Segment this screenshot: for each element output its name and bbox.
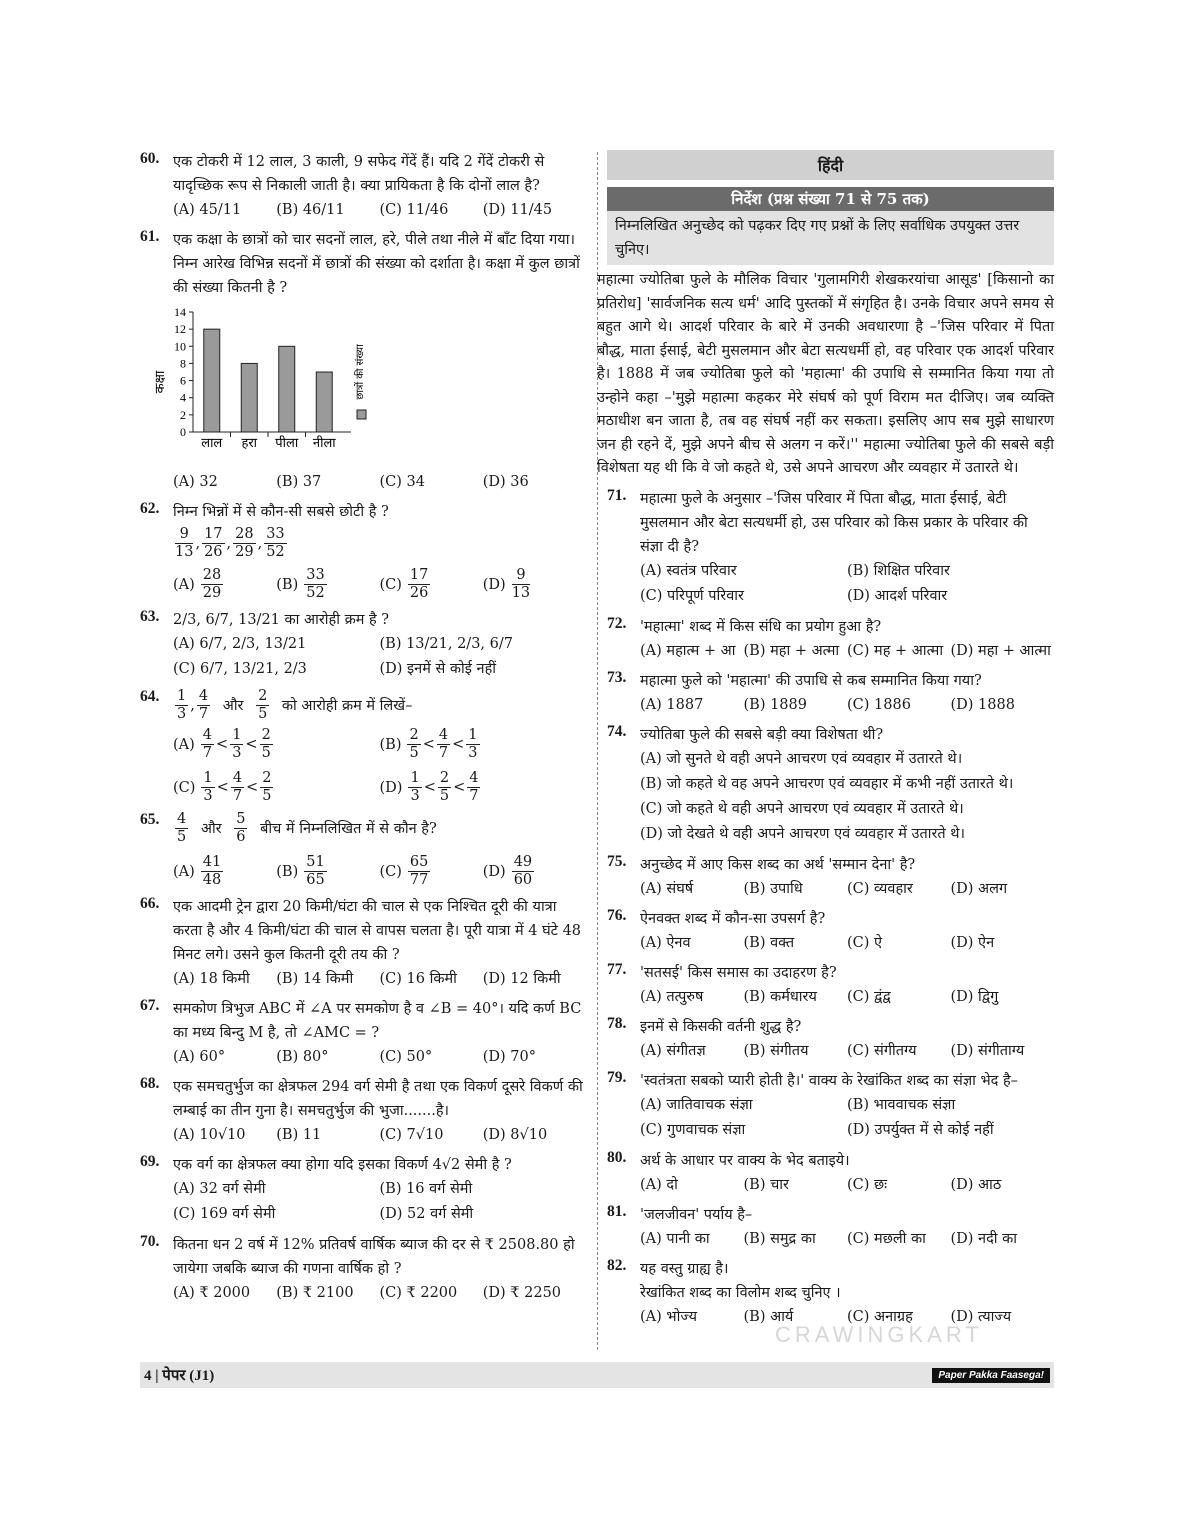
option-d[interactable]: (D) आदर्श परिवार [847, 587, 948, 604]
hindi-questions [607, 487, 1054, 1329]
options [173, 470, 586, 494]
option-c[interactable]: (C) 34 [379, 474, 425, 490]
option-a[interactable]: (A) 10√10 [173, 1127, 246, 1143]
question-text: एक टोकरी में 12 लाल, 3 काली, 9 सफेद गेंदें हैं। यदि 2 गेंदें टोकरी से यादृच्छिक रूप से निकाली जाती है। क्या प्रायिकता है कि दोनों लाल है? [173, 154, 545, 194]
question-79 [607, 1069, 1054, 1143]
option-a[interactable]: (A) 1887 [640, 696, 704, 713]
option-a[interactable]: (A) ₹ 2000 [173, 1285, 251, 1301]
option-d[interactable]: (D) नदी का [950, 1230, 1018, 1247]
option-d[interactable]: (D) 70° [482, 1049, 536, 1065]
options [173, 198, 586, 222]
option-a[interactable]: (A) 45/11 [173, 202, 242, 218]
question-number: 77. [607, 960, 627, 978]
directions-heading: निर्देश (प्रश्न संख्या 71 से 75 तक) [607, 187, 1054, 211]
options [173, 727, 586, 805]
question-text: $\frac{1}{3}$ , $\frac{4}{7}$ और $\frac{2}{5}$ को आरोही क्रम में लिखें– [177, 688, 413, 722]
question-71 [607, 487, 1054, 609]
options [640, 639, 1054, 663]
option-d[interactable]: (D) जो देखते थे वही अपने आचरण एवं व्यवहार में उतारते थे। [640, 825, 966, 842]
options [173, 1123, 586, 1147]
question-text: ऐनवक्त शब्द में कौन-सा उपसर्ग है? [640, 910, 826, 927]
directions-text: निम्नलिखित अनुच्छेद को पढ़कर दिए गए प्रश्नों के लिए सर्वाधिक उपयुक्त उत्तर चुनिए। [607, 211, 1054, 265]
y-tick-label: 0 [180, 425, 186, 439]
question-number: 68. [140, 1075, 160, 1092]
option-d[interactable] [483, 567, 586, 602]
question-number: 81. [607, 1202, 627, 1220]
question-text: निम्न भिन्नों में से कौन-सी सबसे छोटी है ? [173, 504, 389, 520]
option-c[interactable] [380, 567, 483, 602]
option-a[interactable]: (A) जो सुनते थे वही अपने आचरण एवं व्यवहार में उतारते थे। [640, 750, 963, 767]
option-b[interactable] [276, 854, 379, 889]
question-text: अनुच्छेद में आए किस शब्द का अर्थ 'सम्मान देना' है? [640, 856, 916, 873]
question-tail: को आरोही क्रम में लिखें– [281, 697, 413, 714]
question-text: 'महात्मा' शब्द में किस संधि का प्रयोग हुआ है? [640, 618, 882, 635]
question-text: महात्मा फुले को 'महात्मा' की उपाधि से कब सम्मानित किया गया? [640, 672, 982, 689]
denominator: 48 [202, 872, 222, 888]
option-d[interactable]: (D) 52 वर्ग सेमी [379, 1206, 474, 1222]
option-b[interactable]: (B) शिक्षित परिवार [847, 562, 950, 579]
denominator: 13 [511, 585, 531, 601]
numerator: 9 [512, 567, 530, 585]
question-number: 63. [140, 608, 160, 625]
option-a[interactable]: (A) 6/7, 2/3, 13/21 [173, 636, 307, 652]
option-d[interactable]: (D) 36 [482, 474, 529, 490]
option-a[interactable]: (A) ऐनव [640, 934, 691, 951]
option-label: (B) [276, 576, 299, 593]
denominator: 52 [266, 544, 285, 560]
option-a[interactable]: (A) दो [640, 1176, 678, 1193]
y-tick-label: 6 [180, 373, 186, 388]
question-text: महात्मा फुले के अनुसार –'जिस परिवार में पिता बौद्ध, माता ईसाई, बेटी मुसलमान और बेटा सत्यधर्मी हो, उस परिवार को किस प्रकार के परिवार की संज्ञा दी है? [640, 490, 1028, 555]
question-number: 75. [607, 852, 627, 870]
option-b[interactable]: (B) भाववाचक संज्ञा [847, 1096, 956, 1113]
numerator: 41 [202, 854, 222, 870]
fraction [233, 526, 255, 561]
option-a[interactable] [173, 567, 276, 602]
numerator: 28 [202, 567, 222, 583]
numerator: 17 [409, 567, 429, 583]
y-tick-label: 14 [174, 305, 186, 319]
question-text: 'स्वतंत्रता सबको प्यारी होती है।' वाक्य के रेखांकित शब्द का संज्ञा भेद है– [640, 1072, 1018, 1089]
denominator: 52 [306, 585, 325, 601]
option-a[interactable]: (A) भोज्य [640, 1308, 698, 1325]
question-67 [140, 997, 586, 1069]
numerator: 65 [409, 854, 429, 870]
options [640, 1039, 1054, 1063]
denominator: 60 [513, 872, 533, 888]
question-82 [607, 1257, 1054, 1329]
question-number: 67. [140, 997, 160, 1014]
question-text: कितना धन 2 वर्ष में 12% प्रतिवर्ष वार्षिक ब्याज की दर से ₹ 2508.80 हो जायेगा जबकि ब्याज की गणना वार्षिक हो ? [173, 1237, 575, 1277]
denominator: 29 [235, 544, 254, 560]
numerator: 51 [306, 854, 325, 870]
question-60 [140, 150, 586, 222]
option-b[interactable]: (B) उपाधि [743, 880, 803, 897]
question-75 [607, 853, 1054, 901]
question-number: 62. [140, 500, 160, 517]
fraction [175, 526, 193, 561]
y-tick-label: 10 [174, 339, 186, 354]
option-a[interactable]: (A) जातिवाचक संज्ञा [640, 1096, 753, 1113]
bar-4 [316, 372, 332, 432]
page-number: 4 | पेपर (J1) [144, 1368, 215, 1384]
option-d[interactable]: (D) त्याज्य [950, 1308, 1012, 1325]
option-label: (D) [482, 576, 506, 593]
option-c[interactable]: (C) 169 वर्ग सेमी [173, 1206, 276, 1222]
option-d[interactable]: (D) महा + आत्मा [950, 642, 1051, 659]
option-c[interactable]: (C) परिपूर्ण परिवार [640, 587, 744, 604]
option-b[interactable]: (B) महा + अत्मा [743, 642, 840, 659]
option-label: (A) [173, 863, 195, 880]
option-b[interactable]: (B) जो कहते थे वह अपने आचरण एवं व्यवहार में कभी नहीं उतारते थे। [640, 775, 1014, 792]
options [640, 559, 1054, 609]
option-b[interactable]: (B) समुद्र का [743, 1230, 816, 1247]
section-heading: हिंदी [607, 150, 1054, 180]
option-a[interactable] [173, 854, 276, 889]
question-text: समकोण त्रिभुज ABC में ∠A पर समकोण है व ∠B = 40°। यदि कर्ण BC का मध्य बिन्दु M है, तो ∠AMC = ? [173, 1001, 582, 1041]
question-number: 76. [607, 906, 627, 924]
question-text: यह वस्तु ग्राह्य है। [640, 1260, 729, 1277]
question-66 [140, 895, 586, 991]
passage: महात्मा ज्योतिबा फुले के मौलिक विचार 'गुलामगिरी शेखकरयांचा आसूड' [किसानो का प्रतिरोध] 'सार्वजनिक सत्य धर्म' आदि पुस्तकों में संगृहित है। उनके विचार अपने समय से बहुत आगे थे। आदर्श परिवार के बारे में उनकी अवधारणा है –'जिस परिवार में पिता बौद्ध, माता ईसाई, बेटी मुसलमान और बेटा सत्यधर्मी हो, वह परिवार एक आदर्श परिवार है। 1888 में जब ज्योतिबा फुले को 'महात्मा' की उपाधि से सम्मानित किया गया तो उन्होने कहा –'मुझे महात्मा कहकर मेरे संघर्ष को पूर्ण विराम मत दीजिए। जब व्यक्ति मठाधीश बन जाता है, तब वह संघर्ष नहीं कर सकता। इसलिए आप सब मुझे साधारण जन ही रहने दें, मुझे अपने बीच से अलग न करें।'' महात्मा ज्योतिबा फुले की सबसे बड़ी विशेषता यह थी कि वे जो कहते थे, उसे अपने आचरण और व्यवहार में उतारते थे। [597, 272, 1054, 476]
x-tick-label: हरा [241, 436, 258, 451]
option-c[interactable]: (C) अनाग्रह [847, 1308, 913, 1325]
question-number: 60. [140, 150, 160, 167]
numerator: 33 [266, 526, 285, 542]
option-c[interactable]: (C) छः [847, 1176, 888, 1193]
question-number: 72. [607, 614, 627, 632]
option-a[interactable]: (A) 32 वर्ग सेमी [173, 1181, 266, 1197]
option-label: (A) [173, 736, 195, 753]
option-c[interactable]: (C) ₹ 2200 [379, 1285, 458, 1301]
option-a[interactable]: (A) 32 [173, 474, 218, 490]
option-c[interactable]: (C) मछली का [847, 1230, 926, 1247]
option-b[interactable]: (B) कर्मधारय [743, 988, 817, 1005]
option-c[interactable]: (C) गुणवाचक संज्ञा [640, 1121, 746, 1138]
y-tick-label: 12 [174, 322, 186, 337]
option-d[interactable]: (D) $\frac{1}{3}$ < $\frac{2}{5}$ < $\frac{4}{7}$ [379, 770, 479, 804]
question-text: एक कक्षा के छात्रों को चार सदनों लाल, हरे, पीले तथा नीले में बाँट दिया गया। निम्न आरेख विभिन्न सदनों में छात्रों की संख्या को दर्शाता है। कक्षा में कुल छात्रों की संख्या कितनी है ? [173, 232, 580, 296]
denominator: 26 [204, 544, 223, 560]
option-a[interactable]: (A) 18 किमी [173, 971, 250, 987]
options [640, 747, 1054, 847]
option-c[interactable]: (C) ऐ [847, 934, 883, 951]
option-d[interactable]: (D) ऐन [950, 934, 995, 951]
option-label: (B) [276, 863, 299, 880]
fraction-list: $\frac{9}{13}$ , $\frac{17}{26}$ , $\frac{28}{29}$ , $\frac{33}{52}$ [175, 526, 285, 560]
option-b[interactable]: (B) आर्य [743, 1308, 794, 1325]
option-d[interactable]: (D) 1888 [950, 696, 1015, 713]
legend-label: छात्रों की संख्या [355, 344, 366, 400]
question-number: 80. [607, 1148, 627, 1166]
and-word: और [200, 820, 222, 837]
denominator: 65 [306, 872, 325, 888]
option-b[interactable]: (B) वक्त [743, 934, 795, 951]
option-d[interactable]: (D) इनमें से कोई नहीं [379, 661, 497, 677]
option-d[interactable]: (D) 12 किमी [482, 971, 561, 987]
option-c[interactable]: (C) जो कहते थे वही अपने आचरण एवं व्यवहार में उतारते थे। [640, 800, 964, 817]
option-label: (C) [379, 576, 402, 593]
x-tick-label: लाल [201, 436, 223, 451]
question-68 [140, 1075, 586, 1147]
question-81 [607, 1203, 1054, 1251]
options [173, 567, 586, 602]
option-c[interactable]: (C) 16 किमी [379, 971, 457, 987]
question-subtext: रेखांकित शब्द का विलोम शब्द चुनिए । [640, 1284, 841, 1301]
option-d[interactable] [483, 854, 586, 889]
question-text: 2/3, 6/7, 13/21 का आरोही क्रम है ? [173, 612, 390, 628]
question-number: 73. [607, 668, 627, 686]
bar-3 [279, 346, 295, 432]
numerator: 9 [175, 526, 193, 544]
question-76 [607, 907, 1054, 955]
y-axis-label: कक्षा [153, 370, 168, 394]
option-b[interactable]: (B) चार [743, 1176, 789, 1193]
option-label: (D) [482, 863, 506, 880]
question-number: 82. [607, 1256, 627, 1274]
option-a[interactable]: (A) 60° [173, 1049, 226, 1065]
question-text: एक वर्ग का क्षेत्रफल क्या होगा यदि इसका विकर्ण 4√2 सेमी है ? [173, 1157, 512, 1173]
question-text: एक समचतुर्भुज का क्षेत्रफल 294 वर्ग सेमी है तथा एक विकर्ण दूसरे विकर्ण की लम्बाई का तीन गुना है। समचतुर्भुज की भुजा.......है। [173, 1079, 583, 1119]
option-d[interactable]: (D) संगीताग्य [950, 1042, 1025, 1059]
y-tick-label: 4 [180, 390, 186, 405]
question-69 [140, 1153, 586, 1227]
question-number: 78. [607, 1014, 627, 1032]
question-text: 'सतसई' किस समास का उदाहरण है? [640, 964, 837, 981]
question-text: 'जलजीवन' पर्याय है– [640, 1206, 753, 1223]
option-b[interactable]: (B) संगीतय [743, 1042, 809, 1059]
option-b[interactable]: (B) 46/11 [276, 202, 345, 218]
options [640, 931, 1054, 955]
option-c[interactable] [380, 854, 483, 889]
option-c[interactable]: (C) $\frac{1}{3}$ < $\frac{4}{7}$ < $\frac{2}{5}$ [173, 770, 272, 804]
question-text: एक आदमी ट्रेन द्वारा 20 किमी/घंटा की चाल से एक निश्चित दूरी की यात्रा करता है और 4 किमी/घंटा की चाल से वापस चलता है। पूरी यात्रा में 4 घंटे 48 मिनट लगे। उसने कुल कितनी दूरी तय की ? [173, 899, 582, 963]
numerator: 17 [204, 526, 223, 542]
option-c[interactable]: (C) 11/46 [379, 202, 449, 218]
numerator: 33 [306, 567, 325, 583]
legend-swatch [357, 410, 366, 419]
option-a[interactable]: (A) तत्पुरुष [640, 988, 704, 1005]
denominator: 29 [202, 585, 222, 601]
option-b[interactable]: (B) 11 [276, 1127, 322, 1143]
options [173, 854, 586, 889]
option-a[interactable]: (A) महात्म + आ [640, 642, 736, 659]
option-b[interactable]: (B) 13/21, 2/3, 6/7 [379, 636, 513, 652]
option-c[interactable]: (C) 50° [379, 1049, 433, 1065]
question-80 [607, 1149, 1054, 1197]
question-text: ज्योतिबा फुले की सबसे बड़ी क्या विशेषता थी? [640, 726, 884, 743]
options [173, 632, 586, 682]
options [640, 1093, 1054, 1143]
option-b[interactable]: (B) $\frac{2}{5}$ < $\frac{4}{7}$ < $\frac{1}{3}$ [379, 727, 478, 761]
options [640, 1173, 1054, 1197]
option-label: (C) [173, 779, 196, 796]
bar-1 [204, 329, 220, 432]
option-d[interactable]: (D) द्विगु [950, 988, 999, 1005]
left-column [140, 150, 586, 1311]
options [173, 1281, 586, 1305]
denominator: 26 [409, 585, 429, 601]
question-tail: बीच में निम्नलिखित में से कौन है? [260, 820, 437, 837]
question-text: इनमें से किसकी वर्तनी शुद्ध है? [640, 1018, 802, 1035]
question-63 [140, 608, 586, 682]
option-a[interactable]: (A) पानी का [640, 1230, 710, 1247]
option-a[interactable]: (A) $\frac{4}{7}$ < $\frac{1}{3}$ < $\frac{2}{5}$ [173, 727, 271, 761]
question-65 [140, 811, 586, 889]
x-tick-label: नीला [312, 436, 336, 451]
option-c[interactable]: (C) मह + आत्मा [847, 642, 944, 659]
question-number: 74. [607, 722, 627, 740]
bar-chart [148, 302, 388, 462]
option-b[interactable]: (B) 14 किमी [276, 971, 354, 987]
option-b[interactable] [276, 567, 379, 602]
question-number: 69. [140, 1153, 160, 1170]
option-d[interactable]: (D) ₹ 2250 [482, 1285, 562, 1301]
options [640, 1227, 1054, 1251]
question-number: 65. [140, 811, 160, 828]
option-d[interactable]: (D) 11/45 [482, 202, 553, 218]
question-73 [607, 669, 1054, 717]
options [640, 693, 1054, 717]
option-a[interactable]: (A) संघर्ष [640, 880, 694, 897]
options [640, 877, 1054, 901]
fraction [202, 526, 224, 561]
question-text: अर्थ के आधार पर वाक्य के भेद बताइये। [640, 1152, 850, 1169]
fraction [264, 526, 286, 561]
option-b[interactable]: (B) 1889 [743, 696, 807, 713]
question-number: 70. [140, 1233, 160, 1250]
option-label: (A) [173, 576, 195, 593]
option-label: (B) [379, 736, 402, 753]
option-a[interactable]: (A) स्वतंत्र परिवार [640, 562, 737, 579]
option-d[interactable]: (D) 8√10 [482, 1127, 548, 1143]
question-74 [607, 723, 1054, 847]
question-77 [607, 961, 1054, 1009]
option-label: (C) [379, 863, 402, 880]
option-b[interactable]: (B) ₹ 2100 [276, 1285, 354, 1301]
bar-2 [241, 363, 257, 432]
numerator: 49 [513, 854, 533, 870]
question-number: 64. [140, 688, 160, 705]
option-b[interactable]: (B) 37 [276, 474, 322, 490]
question-62 [140, 500, 586, 602]
watermark: CRAWINGKART [775, 1322, 983, 1347]
question-number: 61. [140, 228, 160, 245]
option-b[interactable]: (B) 16 वर्ग सेमी [379, 1181, 473, 1197]
x-tick-label: पीला [275, 436, 299, 451]
options [640, 985, 1054, 1009]
question-78 [607, 1015, 1054, 1063]
option-c[interactable]: (C) 1886 [847, 696, 911, 713]
option-a[interactable]: (A) संगीतज्ञ [640, 1042, 706, 1059]
option-c[interactable]: (C) द्वंद्व [847, 988, 891, 1005]
option-c[interactable]: (C) 6/7, 13/21, 2/3 [173, 661, 307, 677]
options [173, 967, 586, 991]
numerator: 28 [235, 526, 254, 542]
option-b[interactable]: (B) 80° [276, 1049, 329, 1065]
denominator: 13 [175, 544, 194, 560]
option-c[interactable]: (C) संगीतग्य [847, 1042, 917, 1059]
question-70 [140, 1233, 586, 1305]
option-d[interactable]: (D) आठ [950, 1176, 1002, 1193]
question-72 [607, 615, 1054, 663]
right-column [597, 150, 1054, 1335]
brand-logo: Paper Pakka Faasega! [932, 1368, 1050, 1383]
y-tick-label: 2 [180, 407, 186, 422]
options [173, 1045, 586, 1069]
page-footer [140, 1362, 1054, 1388]
question-64 [140, 688, 586, 805]
question-61 [140, 228, 586, 494]
question-text: $\frac{4}{5}$ और $\frac{5}{6}$ बीच में निम्नलिखित में से कौन है? [177, 811, 437, 845]
option-label: (D) [379, 779, 403, 796]
denominator: 77 [409, 872, 429, 888]
option-c[interactable]: (C) व्यवहार [847, 880, 913, 897]
option-d[interactable]: (D) अलग [950, 880, 1008, 897]
option-c[interactable]: (C) 7√10 [379, 1127, 444, 1143]
and-word: और [222, 697, 244, 714]
question-number: 79. [607, 1068, 627, 1086]
y-tick-label: 8 [180, 356, 186, 371]
options [173, 1177, 586, 1227]
question-number: 71. [607, 486, 627, 504]
question-number: 66. [140, 895, 160, 912]
option-d[interactable]: (D) उपर्युक्त में से कोई नहीं [847, 1121, 994, 1138]
